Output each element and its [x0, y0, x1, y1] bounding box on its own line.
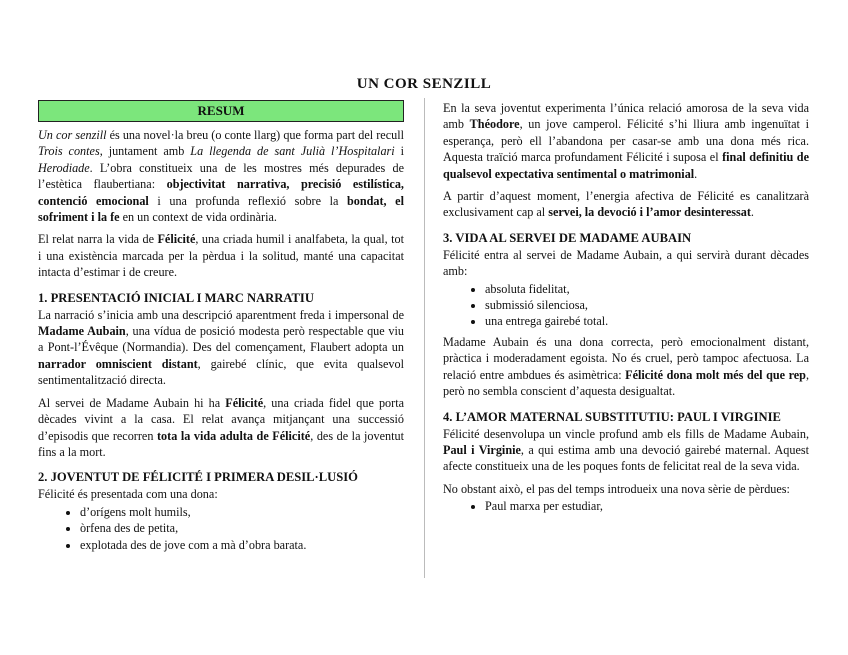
bold-run: Paul i Virginie — [443, 442, 521, 457]
bold-run: objectivitat narrativa, precisió estilística, contenció emocional — [38, 177, 404, 208]
text-run: , una criada humil i analfabeta, la qual, tot i una existència marcada per la pèrdua i la solitud, manté una capacitat intacta d’estimar i de creure. — [38, 232, 404, 280]
text-run: en un context de vida ordinària. — [119, 210, 277, 225]
text-run: Al servei de Madame Aubain hi ha — [38, 395, 226, 410]
right-column — [443, 100, 809, 519]
text-run: i una profunda reflexió sobre la — [148, 193, 347, 208]
text-run: La narració s’inicia amb una descripció aparentment freda i impersonal de — [38, 307, 404, 322]
list-item: • submissió silenciosa, — [485, 297, 809, 313]
text-run: , un jove camperol. Félicité s’hi lliura amb ingenuïtat i esperança, però ell l’abandona per casar-se amb una dona més rica. Aquesta traïció marca profundament Félicité i suposa el — [443, 117, 809, 165]
text-run: Félicité desenvolupa un vincle profund amb els fills de Madame Aubain, — [443, 426, 809, 441]
bold-run: bondat, el sofriment i la fe — [38, 193, 404, 225]
list-item: • una entrega gairebé total. — [485, 313, 809, 329]
bold-run: servei, la devoció i l’amor desinteressat — [548, 205, 751, 220]
resum-banner: RESUM — [38, 100, 404, 122]
text-run: , però no sembla conscient d’aquesta desigualtat. — [443, 367, 809, 399]
work-title: Trois contes — [38, 144, 100, 159]
left-column — [38, 100, 404, 557]
section-2-paragraph: Félicité és presentada com una dona: — [38, 487, 218, 502]
section-4-paragraph-1 — [443, 426, 809, 475]
work-title: La llegenda de sant Julià l’Hospitalari — [190, 144, 395, 159]
text-run: , una criada fidel que porta dècades vivint a la casa. El relat avança mitjançant una successió d’episodis que recorren — [38, 395, 404, 443]
document-title: UN COR SENZILL — [356, 76, 492, 92]
section-1-paragraph-2 — [38, 395, 404, 461]
column-divider — [424, 98, 425, 578]
section-3-heading: 3. VIDA AL SERVEI DE MADAME AUBAIN — [443, 230, 692, 245]
right-paragraph-2 — [443, 188, 809, 221]
text-run: . L’obra constitueix una de les mostres més depurades de l’estètica flaubertiana: — [38, 160, 404, 192]
section-4-list — [443, 498, 809, 514]
text-run: , una vídua de posició modesta però respectable que viu a Pont-l’Évêque (Normandia). Des del començament, Flaubert adopta un — [38, 324, 404, 355]
text-run: , des de la joventut fins a la mort. — [38, 428, 404, 459]
section-3-paragraph-1: Félicité entra al servei de Madame Aubain, a qui servirà durant dècades amb: — [443, 247, 809, 279]
intro-paragraph — [38, 127, 404, 225]
bold-run: tota la vida adulta de Félicité — [156, 428, 311, 443]
work-title: Un cor senzill — [38, 128, 107, 142]
bold-run: Madame Aubain — [38, 324, 126, 339]
right-paragraph-1 — [443, 100, 809, 182]
text-run: i — [394, 144, 404, 159]
text-run: , a qui estima amb una devoció gairebé maternal. Aquest afecte constitueix una de les poques fonts de felicitat real de la seva vida. — [443, 442, 809, 474]
text-run: A partir d’aquest moment, l’energia afectiva de Félicité es canalitzarà exclusivament cap al — [443, 189, 809, 220]
list-item: • Paul marxa per estudiar, — [485, 498, 809, 514]
text-run: és una novel·la breu (o conte llarg) que forma part del recull — [106, 128, 404, 142]
text-run: , juntament amb — [99, 144, 191, 159]
list-item: • òrfena des de petita, — [80, 520, 404, 536]
text-run: . — [694, 166, 698, 181]
section-3-list — [443, 281, 809, 330]
intro-paragraph-2 — [38, 231, 404, 280]
bold-run: Félicité — [225, 395, 264, 410]
bold-run: Félicité — [157, 232, 196, 247]
text-run: En la seva joventut experimenta l’única relació amorosa de la seva vida amb — [443, 101, 809, 132]
text-run: , gairebé clínic, que evita qualsevol sentimentalització directa. — [38, 356, 405, 388]
section-1-heading: 1. PRESENTACIÓ INICIAL I MARC NARRATIU — [38, 290, 314, 305]
bold-run: final definitiu de qualsevol expectativa sentimental o matrimonial — [443, 150, 809, 181]
bold-run: Théodore — [469, 117, 520, 132]
section-3-paragraph-2 — [443, 334, 809, 400]
section-4-paragraph-2: No obstant això, el pas del temps introdueix una nova sèrie de pèrdues: — [443, 481, 790, 496]
bold-run: Félicité dona molt més del que rep — [625, 367, 806, 382]
section-2-heading: 2. JOVENTUT DE FÉLICITÉ I PRIMERA DESIL·LUSIÓ — [38, 470, 358, 485]
section-1-paragraph-1 — [38, 307, 404, 389]
section-2-list — [38, 504, 404, 553]
text-run: . — [750, 205, 754, 220]
bold-run: narrador omniscient distant — [38, 356, 198, 371]
list-item: • absoluta fidelitat, — [485, 281, 809, 297]
section-4-heading: 4. L’AMOR MATERNAL SUBSTITUTIU: PAUL I VIRGINIE — [443, 409, 781, 424]
text-run: El relat narra la vida de — [38, 232, 158, 247]
work-title: Herodiade — [38, 160, 90, 175]
list-item: • explotada des de jove com a mà d’obra barata. — [80, 537, 404, 553]
text-run: Madame Aubain és una dona correcta, però emocionalment distant, pràctica i moderadament egoista. No és cruel, però tampoc afectuosa. La relació entre ambdues és asimètrica: — [443, 334, 809, 382]
list-item: • d’orígens molt humils, — [80, 504, 404, 520]
